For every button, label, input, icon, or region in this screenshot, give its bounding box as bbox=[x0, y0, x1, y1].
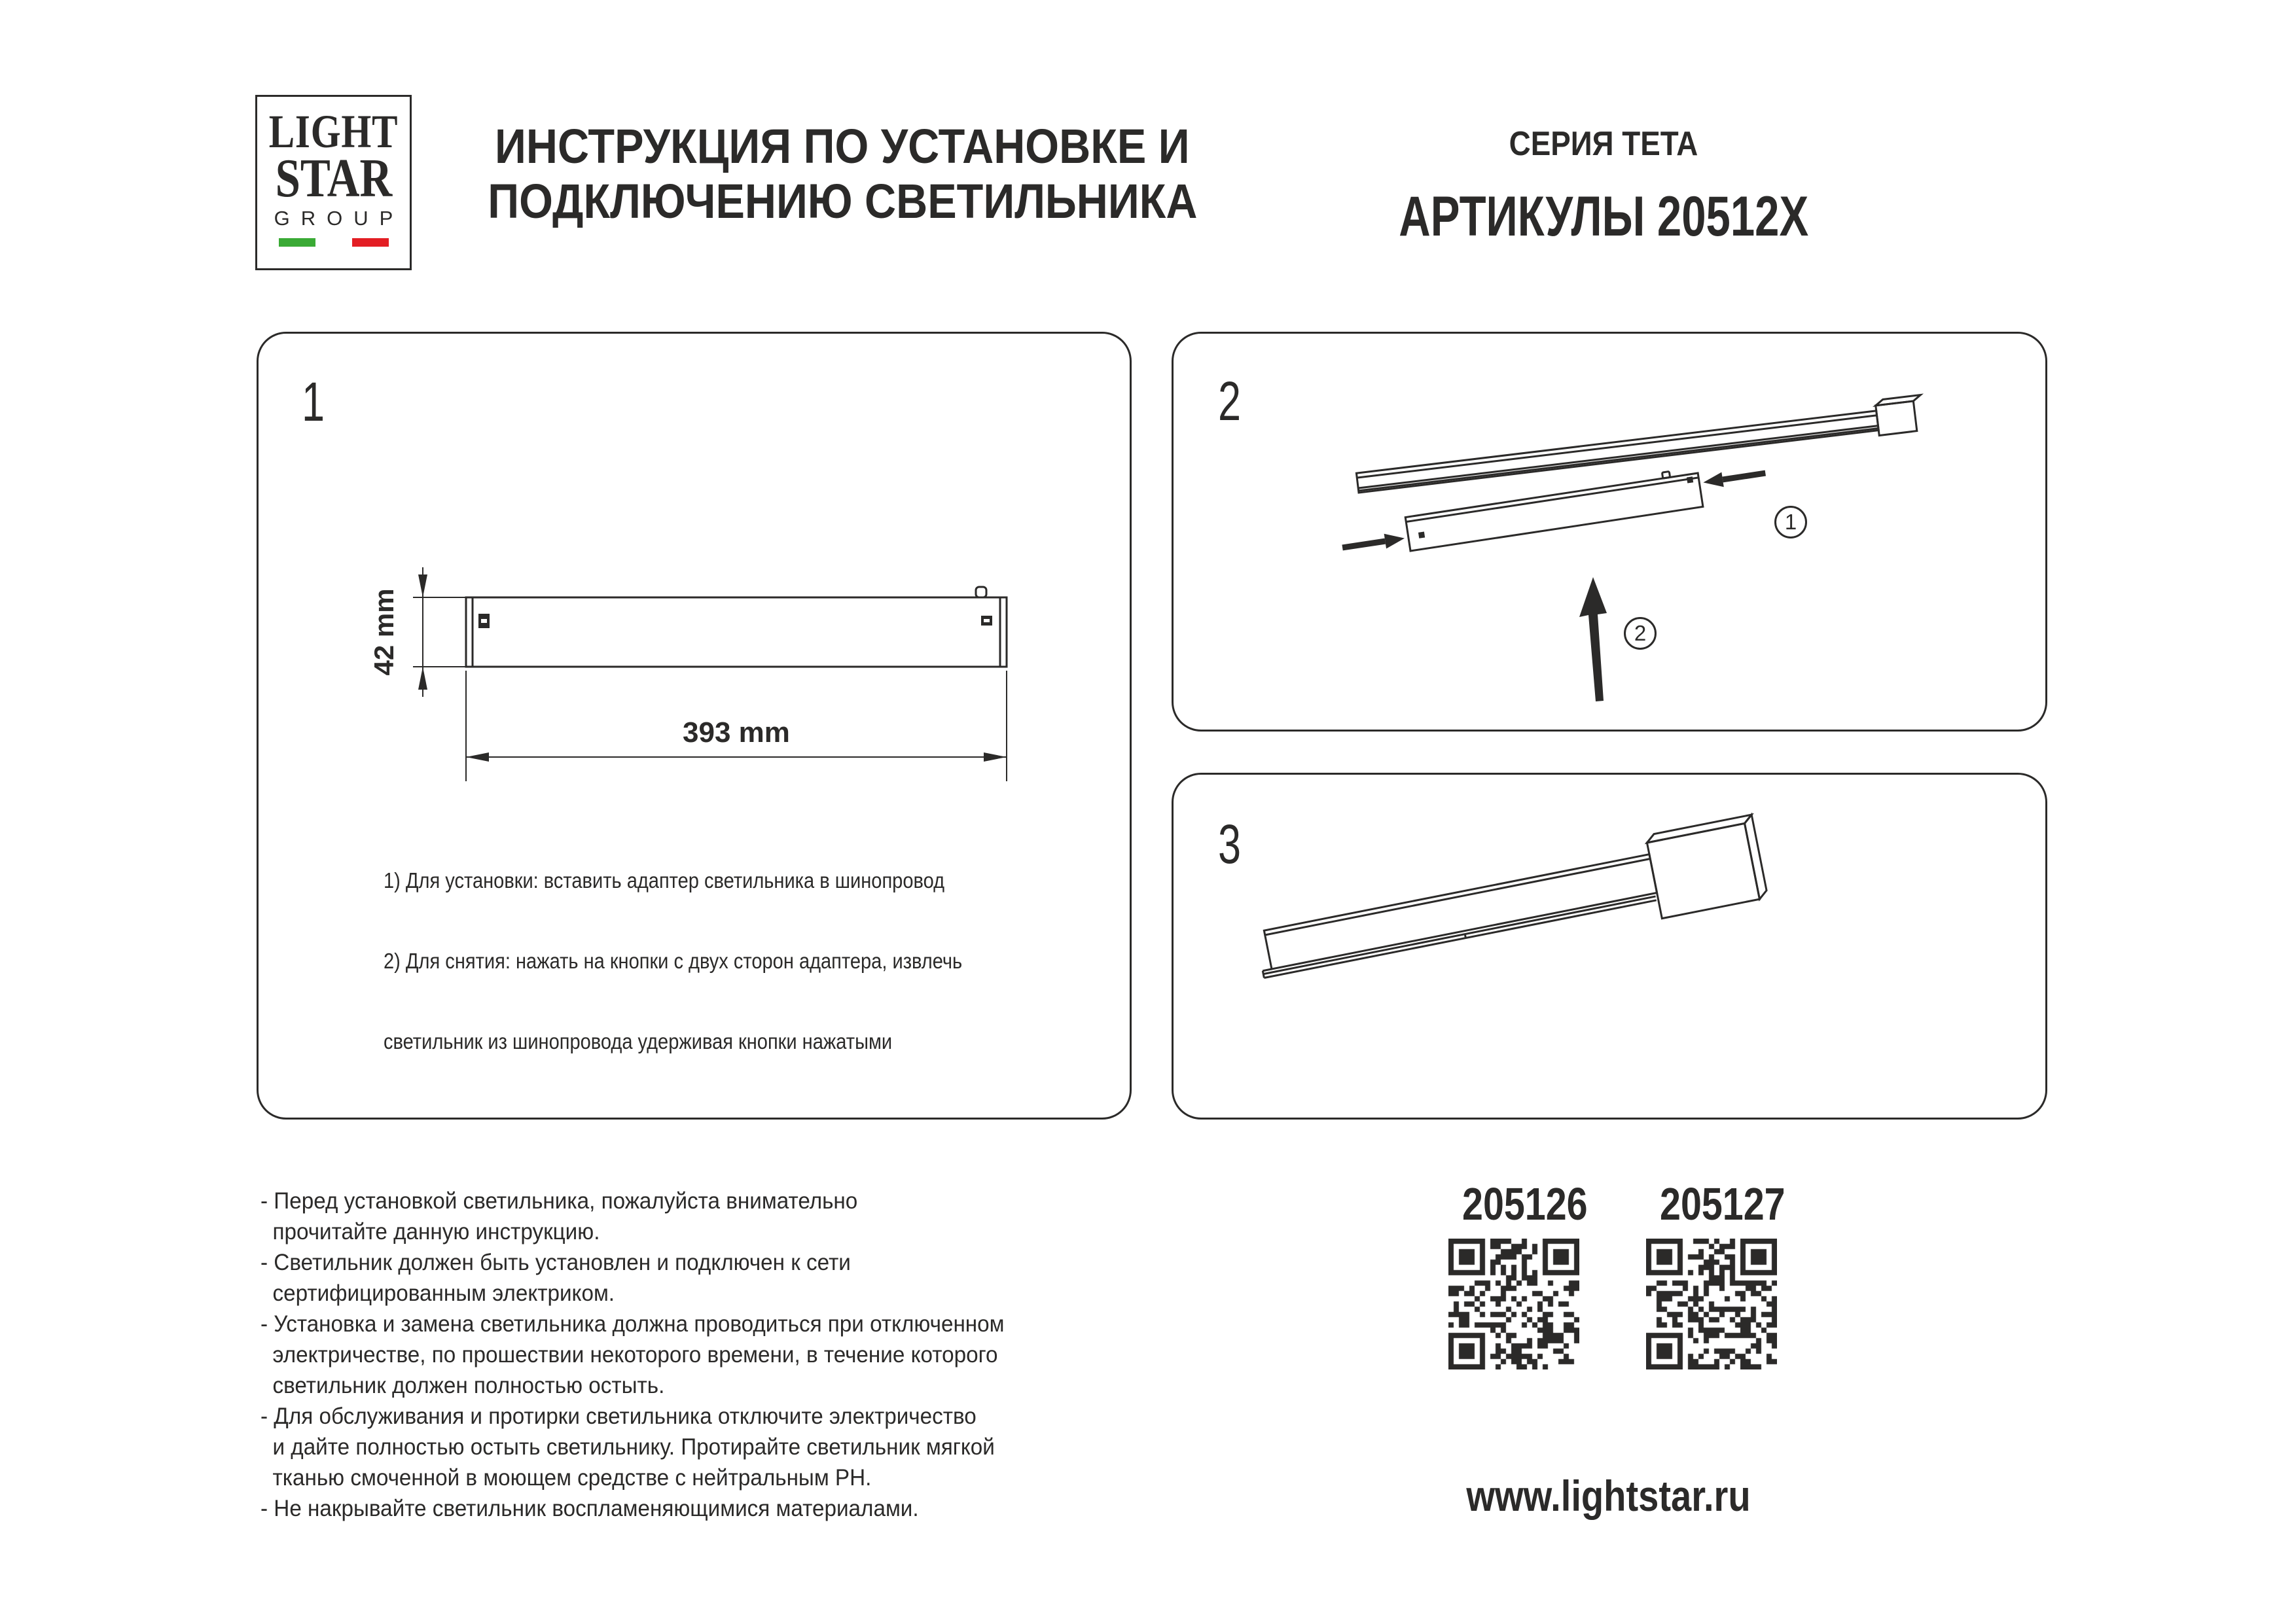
panel-step-2 bbox=[1172, 332, 2047, 732]
lightstar-logo bbox=[255, 95, 412, 270]
callout-step-1: 1 bbox=[1774, 506, 1807, 538]
logo-word-star: STAR bbox=[275, 148, 392, 209]
warning-line: электричестве, по прошествии некоторого времени, в течение которого bbox=[260, 1342, 998, 1368]
warning-line: - Не накрывайте светильник воспламеняющимися материалами. bbox=[260, 1496, 919, 1521]
logo-word-group: GROUP bbox=[274, 207, 404, 230]
qr-code-right bbox=[1646, 1239, 1777, 1369]
articles-label: АРТИКУЛЫ 20512X bbox=[1399, 185, 1809, 248]
track-end-box bbox=[1647, 823, 1759, 918]
warning-line: - Светильник должен быть установлен и подключен к сети bbox=[260, 1250, 851, 1275]
warning-line: - Для обслуживания и протирки светильника отключите электричество bbox=[260, 1403, 977, 1429]
note-line: 2) Для снятия: нажать на кнопки с двух сторон адаптера, извлечь bbox=[384, 949, 963, 973]
flag-white-stripe bbox=[315, 238, 352, 247]
insert-direction-arrow bbox=[1579, 577, 1607, 701]
warning-line: и дайте полностью остыть светильнику. Протирайте светильник мягкой bbox=[260, 1434, 995, 1460]
panel-2-number: 2 bbox=[1218, 370, 1242, 432]
fixture-body-outline bbox=[466, 597, 1007, 667]
warning-line: - Перед установкой светильника, пожалуйста внимательно bbox=[260, 1188, 858, 1214]
series-label: СЕРИЯ TETA bbox=[1509, 125, 1698, 163]
warning-line: сертифицированным электриком. bbox=[260, 1280, 615, 1306]
panel-step-3 bbox=[1172, 773, 2047, 1120]
flag-green-stripe bbox=[279, 238, 315, 247]
italian-flag-icon bbox=[279, 238, 389, 247]
width-dimension-label: 393 mm bbox=[683, 716, 790, 749]
panel-3-number: 3 bbox=[1218, 813, 1242, 875]
panel-1-notes bbox=[384, 813, 1075, 1108]
website-url: www.lightstar.ru bbox=[1466, 1472, 1751, 1520]
qr-code-left bbox=[1448, 1239, 1579, 1369]
safety-warnings bbox=[260, 1186, 1131, 1524]
page-title-line2: ПОДКЛЮЧЕНИЮ СВЕТИЛЬНИКА bbox=[487, 174, 1198, 228]
callout-step-2: 2 bbox=[1624, 617, 1657, 650]
flag-red-stripe bbox=[352, 238, 389, 247]
dimension-lines bbox=[413, 567, 1007, 781]
fixture-top-tab bbox=[976, 587, 986, 597]
track-insertion-diagram bbox=[1174, 334, 2045, 730]
height-dimension-label: 42 mm bbox=[368, 588, 399, 676]
adapter-buttons bbox=[478, 614, 992, 628]
logo-word-light: LIGHT bbox=[268, 105, 399, 158]
warning-line: - Установка и замена светильника должна проводиться при отключенном bbox=[260, 1311, 1005, 1337]
panel-1-number: 1 bbox=[302, 371, 325, 432]
press-button-arrows bbox=[1340, 466, 1768, 556]
article-number-right: 205127 bbox=[1660, 1178, 1785, 1229]
page-title bbox=[423, 119, 1261, 229]
page-title-line1: ИНСТРУКЦИЯ ПО УСТАНОВКЕ И bbox=[495, 119, 1190, 173]
warning-line: прочитайте данную инструкцию. bbox=[260, 1219, 600, 1244]
article-number-left: 205126 bbox=[1462, 1178, 1588, 1229]
note-line: светильник из шинопровода удерживая кнопки нажатыми bbox=[384, 1029, 893, 1053]
warning-line: тканью смоченной в моющем средстве с нейтральным PH. bbox=[260, 1465, 872, 1491]
warning-line: светильник должен полностью остыть. bbox=[260, 1373, 665, 1398]
assembled-fixture-drawing bbox=[1174, 775, 2045, 1118]
note-line: 1) Для установки: вставить адаптер светильника в шинопровод bbox=[384, 868, 945, 892]
